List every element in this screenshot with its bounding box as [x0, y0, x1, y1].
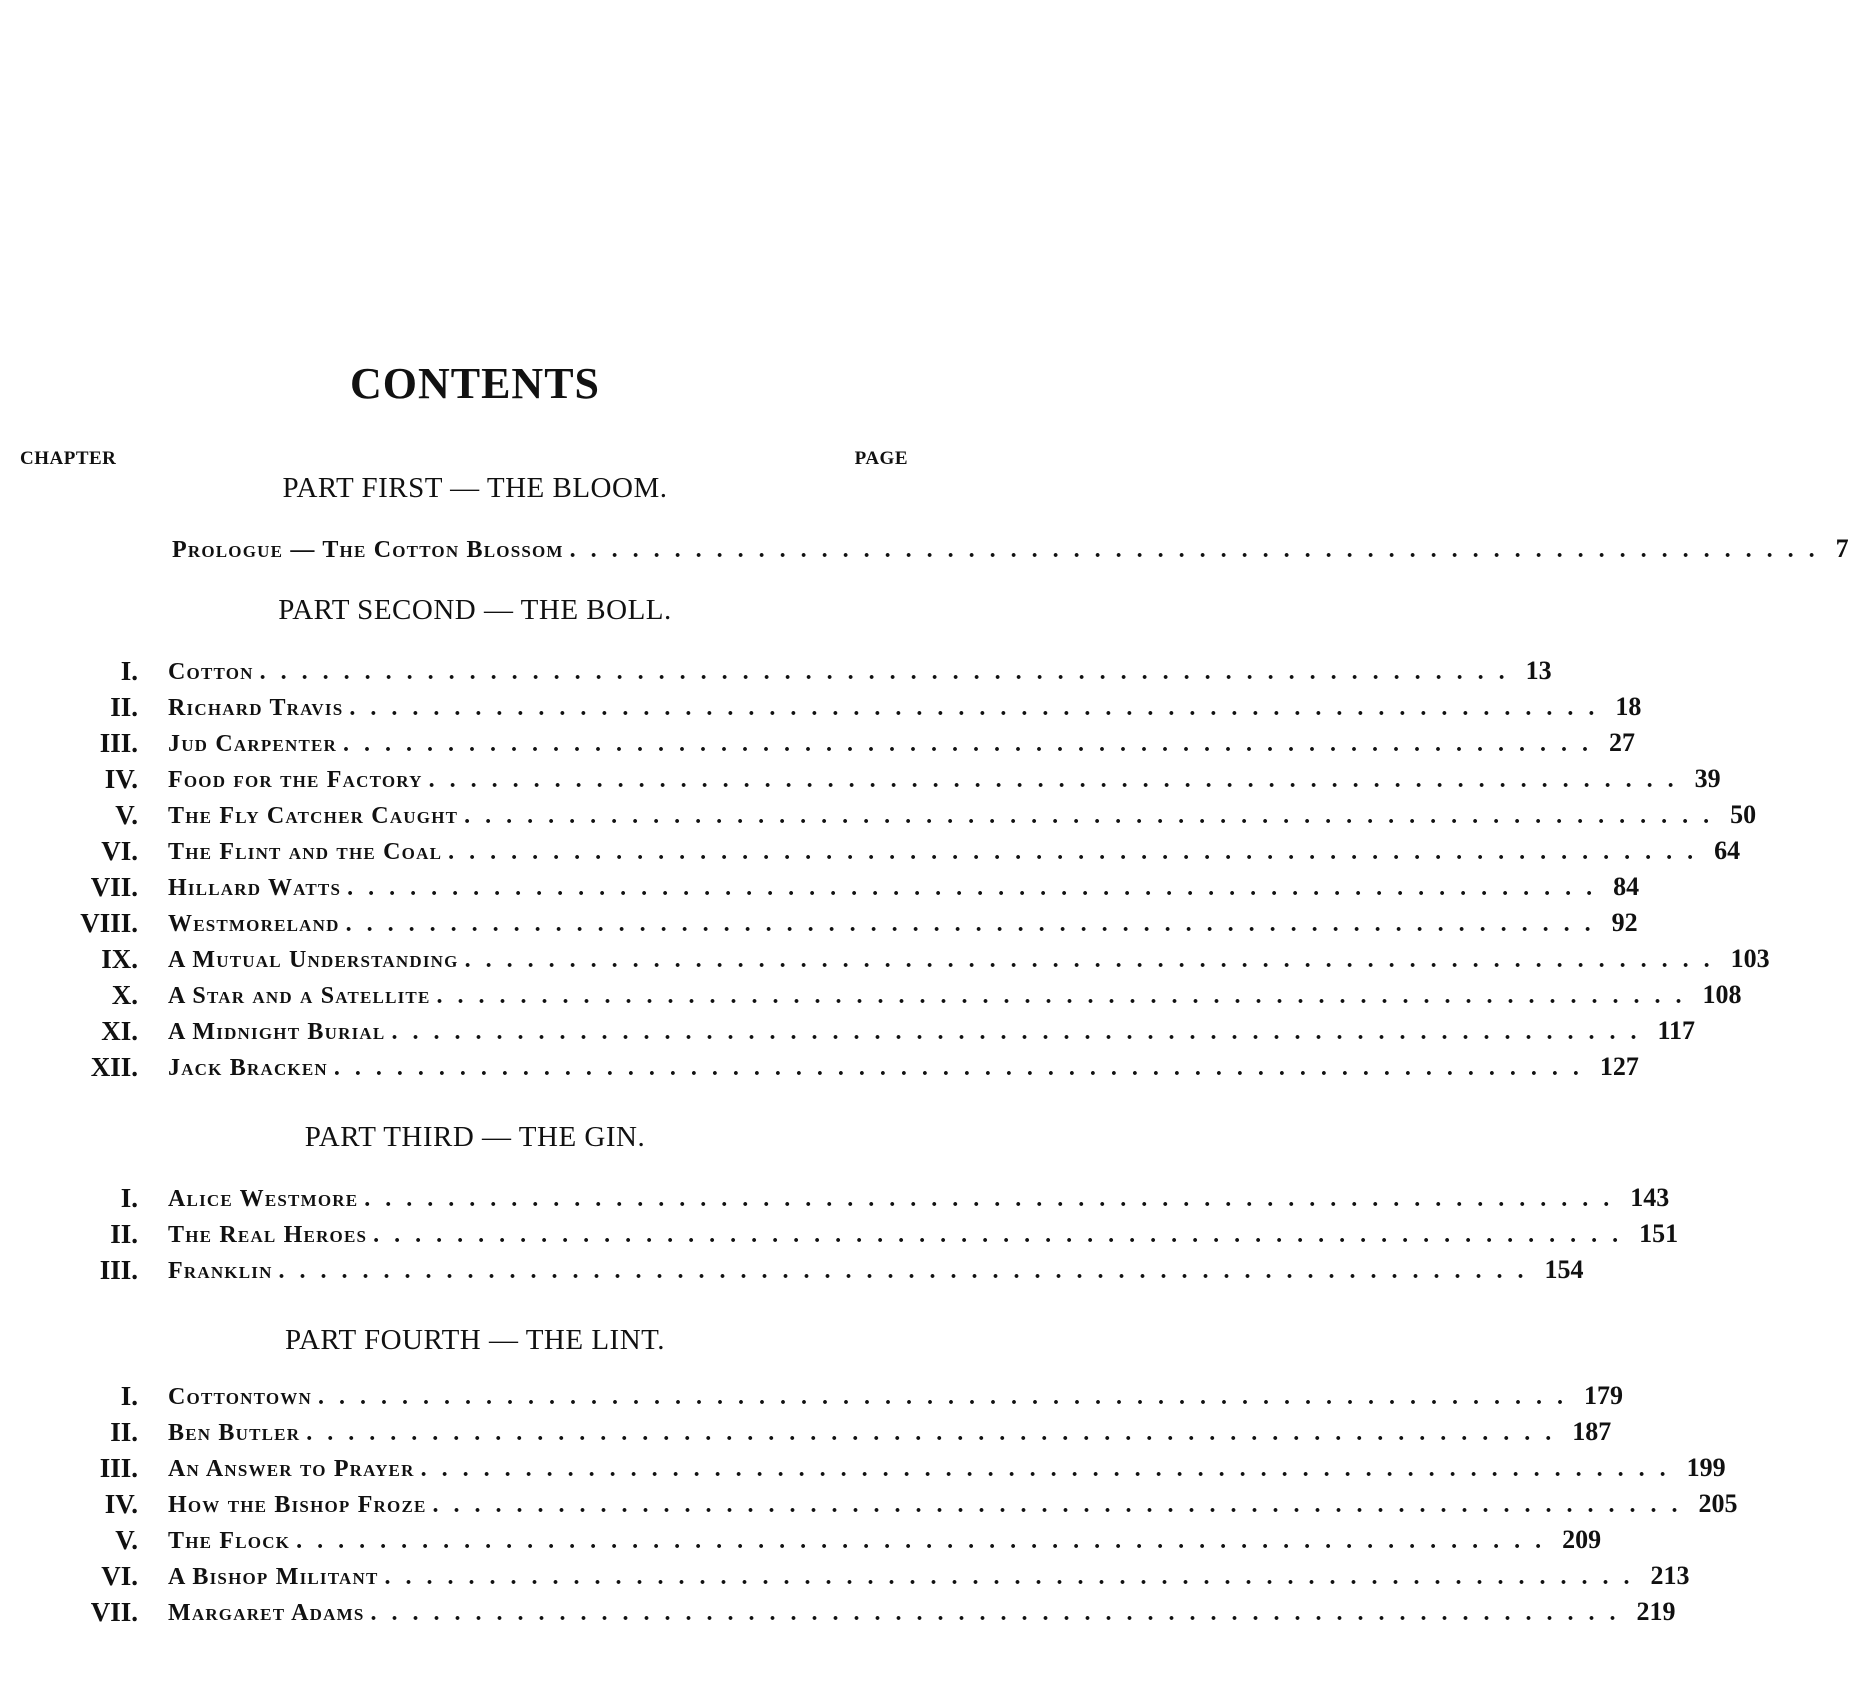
page-number: 199: [1686, 1453, 1726, 1482]
chapter-number: IV.: [104, 764, 138, 794]
page-number: 127: [1599, 1052, 1639, 1081]
page-number: 92: [1611, 908, 1638, 937]
chapter-number: III.: [99, 1255, 138, 1285]
page-number: 151: [1639, 1219, 1679, 1248]
chapter-title: A Midnight Burial: [168, 1019, 386, 1045]
toc-entry: [0, 1378, 1623, 1414]
toc-entry: [0, 833, 1741, 869]
chapter-title: Cottontown: [168, 1384, 312, 1410]
dot-leader: ............................................................: [420, 1456, 1681, 1482]
chapter-number: IV.: [104, 1489, 138, 1519]
chapter-number: III.: [99, 728, 138, 758]
chapter-title: Alice Westmore: [168, 1186, 359, 1212]
chapter-number: IX.: [101, 944, 138, 974]
chapter-number: I.: [120, 656, 138, 686]
page-number: 84: [1613, 872, 1640, 901]
chapter-title: Hillard Watts: [168, 875, 342, 901]
chapter-title: Prologue — The Cotton Blossom: [172, 537, 564, 563]
chapter-number: V.: [115, 1525, 138, 1555]
chapter-title: Jud Carpenter: [168, 731, 337, 757]
toc-entry-line: [172, 531, 1849, 568]
dot-leader: ............................................................: [464, 947, 1725, 973]
page-number: 143: [1630, 1183, 1670, 1212]
page-number: 209: [1562, 1525, 1602, 1554]
page-number: 50: [1730, 800, 1757, 829]
dot-leader: ............................................................: [347, 875, 1608, 901]
chapter-title: Richard Travis: [168, 695, 344, 721]
part-heading: PART FIRST — THE BLOOM.: [282, 472, 668, 504]
part-heading: PART THIRD — THE GIN.: [304, 1121, 646, 1153]
chapter-number: III.: [99, 1453, 138, 1483]
dot-leader: ............................................................: [464, 803, 1725, 829]
dot-leader: ............................................................: [278, 1258, 1539, 1284]
toc-entry: [0, 725, 1635, 761]
toc-entry: [0, 1013, 1696, 1049]
toc-entry: [0, 689, 1642, 725]
dot-leader: ............................................................: [384, 1564, 1645, 1590]
toc-entry: [0, 1486, 1738, 1522]
dot-leader: ............................................................: [436, 983, 1697, 1009]
toc-entry: [0, 1180, 1670, 1216]
toc-entry: [0, 905, 1638, 941]
dot-leader: ............................................................: [333, 1055, 1594, 1081]
chapter-title: A Mutual Understanding: [168, 947, 459, 973]
chapter-number: XII.: [90, 1052, 138, 1082]
page-number: 219: [1636, 1597, 1676, 1626]
dot-leader: ............................................................: [569, 537, 1830, 563]
page-column-header: PAGE: [854, 448, 908, 469]
toc-entry: [0, 1594, 1676, 1630]
dot-leader: ............................................................: [373, 1222, 1634, 1248]
chapter-title: The Flint and the Coal: [168, 839, 443, 865]
toc-entry: [0, 1414, 1612, 1450]
page-number: 179: [1583, 1381, 1623, 1410]
chapter-number: VI.: [101, 836, 138, 866]
toc-entry: [0, 653, 1552, 689]
chapter-number: II.: [110, 692, 138, 722]
chapter-title: Westmoreland: [168, 911, 340, 937]
chapter-title: A Bishop Militant: [168, 1564, 379, 1590]
dot-leader: ............................................................: [259, 659, 1520, 685]
toc-entry: [0, 797, 1757, 833]
page-title: CONTENTS: [349, 359, 601, 408]
dot-leader: ............................................................: [296, 1528, 1557, 1554]
toc-entry: [0, 1450, 1726, 1486]
dot-leader: ............................................................: [317, 1384, 1578, 1410]
toc-entry: [0, 1252, 1584, 1288]
chapter-number: VI.: [101, 1561, 138, 1591]
page-number: 205: [1698, 1489, 1738, 1518]
toc-entry: [0, 869, 1640, 905]
page-number: 154: [1544, 1255, 1584, 1284]
chapter-title: Jack Bracken: [168, 1055, 328, 1081]
chapter-number: X.: [111, 980, 138, 1010]
page-number: 18: [1615, 692, 1642, 721]
toc-entry: [0, 1558, 1690, 1594]
chapter-title: The Fly Catcher Caught: [168, 803, 459, 829]
chapter-number: VIII.: [80, 908, 138, 938]
page-number: 64: [1714, 836, 1741, 865]
chapter-number: XI.: [101, 1016, 138, 1046]
page-number: 108: [1702, 980, 1742, 1009]
chapter-number: VII.: [90, 872, 138, 902]
toc-entry: [0, 761, 1721, 797]
chapter-title: Margaret Adams: [168, 1600, 365, 1626]
chapter-number: II.: [110, 1417, 138, 1447]
chapter-title: An Answer to Prayer: [168, 1456, 415, 1482]
chapter-title: Ben Butler: [168, 1420, 301, 1446]
page-number: 13: [1525, 656, 1552, 685]
toc-entry: [0, 531, 1849, 567]
chapter-number: II.: [110, 1219, 138, 1249]
toc-entry: [0, 977, 1742, 1013]
chapter-number: I.: [120, 1381, 138, 1411]
toc-entry: [0, 1522, 1602, 1558]
chapter-title: Food for the Factory: [168, 767, 423, 793]
page-number: 187: [1572, 1417, 1612, 1446]
page-number: 39: [1694, 764, 1721, 793]
part-heading: PART FOURTH — THE LINT.: [285, 1324, 665, 1356]
dot-leader: ............................................................: [432, 1492, 1693, 1518]
page-number: 7: [1835, 534, 1849, 563]
dot-leader: ............................................................: [428, 767, 1689, 793]
chapter-title: A Star and a Satellite: [168, 983, 431, 1009]
chapter-column-header: CHAPTER: [20, 448, 117, 469]
toc-entry: [0, 1216, 1679, 1252]
toc-entry: [0, 1049, 1639, 1085]
dot-leader: ............................................................: [391, 1019, 1652, 1045]
chapter-title: How the Bishop Froze: [168, 1492, 427, 1518]
chapter-number: I.: [120, 1183, 138, 1213]
dot-leader: ............................................................: [364, 1186, 1625, 1212]
dot-leader: ............................................................: [370, 1600, 1631, 1626]
page-number: 117: [1657, 1016, 1696, 1045]
chapter-number: V.: [115, 800, 138, 830]
chapter-number: VII.: [90, 1597, 138, 1627]
page-number: 27: [1609, 728, 1635, 757]
dot-leader: ............................................................: [345, 911, 1606, 937]
chapter-title: The Real Heroes: [168, 1222, 368, 1248]
page-number: 103: [1730, 944, 1770, 973]
chapter-title: The Flock: [168, 1528, 291, 1554]
dot-leader: ............................................................: [448, 839, 1709, 865]
dot-leader: ............................................................: [349, 695, 1610, 721]
dot-leader: ............................................................: [343, 731, 1603, 757]
chapter-title: Cotton: [168, 659, 254, 685]
chapter-title: Franklin: [168, 1258, 273, 1284]
page-number: 213: [1650, 1561, 1690, 1590]
part-heading: PART SECOND — THE BOLL.: [278, 594, 672, 626]
dot-leader: ............................................................: [306, 1420, 1567, 1446]
toc-entry: [0, 941, 1770, 977]
